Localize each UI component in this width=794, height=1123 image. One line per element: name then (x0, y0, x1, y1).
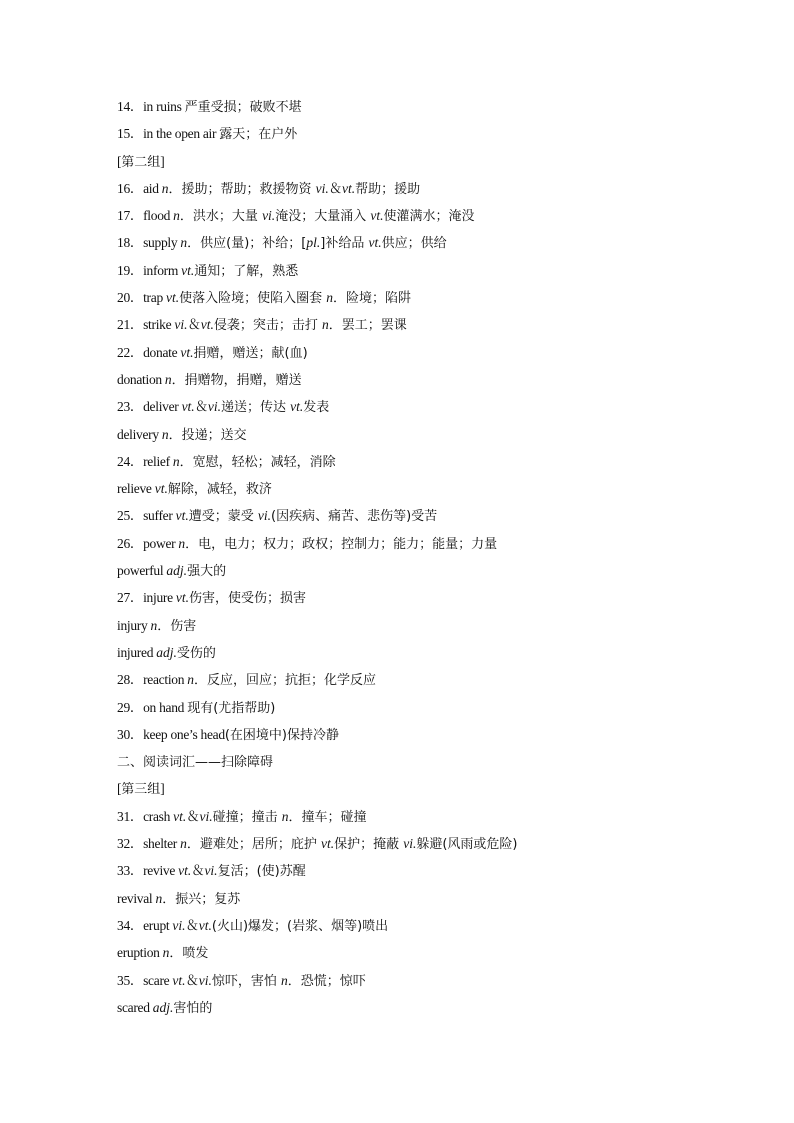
part-of-speech: vi. (257, 508, 272, 524)
vocab-line (117, 857, 757, 884)
part-of-speech: n (164, 371, 172, 387)
term-text: scared (117, 999, 153, 1015)
part-of-speech: vi. (403, 836, 417, 852)
vocab-line (117, 939, 757, 966)
definition-text: ．反应，回应；抗拒；化学反应 (194, 673, 377, 689)
term-text: donation (117, 371, 165, 387)
definition-text: ．险境；陷阱 (332, 291, 411, 307)
vocab-line (117, 584, 757, 611)
definition-text: ．援助；帮助；救援物资 (168, 181, 316, 197)
term-text: ＆ (185, 917, 199, 933)
part-of-speech: n (326, 290, 333, 306)
part-of-speech: vi. (174, 317, 188, 333)
term-text: relieve (117, 481, 155, 497)
definition-text: ．喷发 (169, 946, 209, 962)
part-of-speech: vi. (262, 208, 276, 224)
vocab-line (117, 475, 757, 502)
vocab-line (117, 803, 757, 830)
term-text: ] (160, 781, 165, 797)
definition-text: 淹没；大量涌入 (275, 209, 371, 225)
part-of-speech: vt. (181, 399, 195, 415)
term-text: [ (117, 153, 122, 169)
vocab-line (117, 666, 757, 693)
vocab-line (117, 366, 757, 393)
part-of-speech: vt. (154, 481, 168, 497)
term-text: 29．on hand (117, 699, 188, 715)
term-text: ＆ (187, 317, 201, 333)
part-of-speech: n (180, 235, 188, 251)
part-of-speech: n (281, 972, 288, 988)
part-of-speech: vt. (165, 290, 180, 306)
term-text: ＆ (186, 808, 200, 824)
term-text: 32．shelter (117, 836, 181, 852)
part-of-speech: vt. (172, 972, 186, 988)
part-of-speech: vt. (200, 317, 214, 333)
part-of-speech: vi. (172, 917, 186, 933)
vocab-line (117, 393, 757, 420)
vocab-line (117, 202, 757, 229)
definition-text: (在困境中)保持冷静 (224, 727, 339, 743)
definition-text: 第二组 (121, 154, 161, 170)
part-of-speech: vi. (207, 399, 222, 415)
term-text: 24．relief (117, 453, 173, 469)
definition-text: ．恐慌；惊吓 (287, 973, 366, 989)
definition-text: ．伤害 (157, 618, 197, 634)
term-text: revival (117, 890, 156, 906)
vocab-line (117, 421, 757, 448)
vocab-line (117, 994, 757, 1021)
term-text: 20．trap (117, 290, 166, 306)
definition-text: 解除，减轻，救济 (167, 482, 272, 498)
vocab-line (117, 311, 757, 338)
definition-text: 捐赠，赠送；献(血) (193, 345, 308, 361)
definition-text: ．罢工；罢课 (328, 318, 407, 334)
part-of-speech: vi. (199, 808, 213, 824)
definition-text: 遭受；蒙受 (188, 509, 258, 525)
part-of-speech: vt. (175, 508, 189, 524)
part-of-speech: n (162, 945, 170, 961)
part-of-speech: n (161, 426, 169, 442)
vocab-line (117, 448, 757, 475)
term-text: [ (117, 781, 122, 797)
term-text: 23．deliver (117, 399, 182, 415)
term-text: 21．strike (117, 317, 175, 333)
vocab-line (117, 339, 757, 366)
definition-text: 侵袭；突击；击打 (213, 318, 322, 334)
definition-text: 通知；了解，熟悉 (194, 263, 299, 279)
term-text: 17．flood (117, 208, 174, 224)
vocab-line (117, 557, 757, 584)
term-text: ＆ (185, 972, 199, 988)
term-text: 19．inform (117, 262, 182, 278)
vocab-line (117, 775, 757, 802)
vocab-line (117, 694, 757, 721)
term-text: eruption (117, 945, 163, 961)
definition-text: 伤害，使受伤；损害 (189, 591, 307, 607)
vocab-line (117, 885, 757, 912)
vocab-line (117, 148, 757, 175)
part-of-speech: vt. (181, 262, 195, 278)
definition-text: 受伤的 (176, 645, 216, 661)
term-text: 28．reaction (117, 672, 188, 688)
part-of-speech: adj. (152, 999, 174, 1015)
definition-text: 第三组 (121, 782, 161, 798)
definition-text: ．电，电力；权力；政权；控制力；能力；能量；力量 (185, 536, 498, 552)
term-text: ＆ (191, 863, 205, 879)
vocab-line (117, 912, 757, 939)
vocab-line (117, 721, 757, 748)
part-of-speech: vi. (198, 972, 212, 988)
term-text: ＆ (328, 180, 342, 196)
definition-text: (火山)爆发；(岩浆、烟等)喷出 (211, 918, 389, 934)
part-of-speech: pl. (306, 235, 321, 251)
part-of-speech: adj. (156, 644, 177, 660)
part-of-speech: vt. (320, 836, 335, 852)
part-of-speech: n (161, 180, 169, 196)
vocab-line (117, 530, 757, 557)
part-of-speech: vt. (180, 344, 194, 360)
part-of-speech: vt. (175, 590, 189, 606)
term-text: 14．in ruins (117, 99, 185, 114)
definition-text: 保护；掩蔽 (334, 837, 404, 853)
part-of-speech: vt. (290, 399, 304, 415)
definition-text: 复活；(使)苏醒 (217, 864, 306, 880)
term-text: 27．injure (117, 590, 176, 606)
vocab-line (117, 748, 757, 775)
definition-text: 帮助；援助 (355, 181, 421, 197)
definition-text: ．振兴；复苏 (162, 891, 241, 907)
part-of-speech: n (155, 890, 163, 906)
part-of-speech: n (150, 617, 158, 633)
definition-text: 使落入险境；使陷入圈套 (179, 291, 327, 307)
part-of-speech: vt. (178, 863, 192, 879)
term-text: powerful (117, 563, 167, 579)
part-of-speech: n (180, 836, 187, 852)
part-of-speech: adj. (166, 563, 188, 579)
definition-text: 二、阅读词汇——扫除障碍 (117, 755, 274, 771)
term-text: injury (117, 617, 151, 633)
term-text: 34．erupt (117, 917, 173, 933)
term-text: 18．supply (117, 235, 181, 251)
definition-text: 露天；在户外 (219, 127, 298, 143)
term-text: 33．revive (117, 863, 179, 879)
term-text: ] (160, 153, 165, 169)
part-of-speech: n (178, 535, 186, 551)
definition-text: 使灌满水；淹没 (383, 209, 475, 225)
part-of-speech: vt. (342, 180, 356, 196)
vocab-line (117, 284, 757, 311)
vocab-line (117, 830, 757, 857)
definition-text: 发表 (303, 400, 330, 416)
part-of-speech: vt. (368, 235, 382, 251)
term-text: 31．crash (117, 808, 174, 824)
term-text: delivery (117, 426, 162, 442)
vocab-line (117, 502, 757, 529)
definition-text: ．捐赠物，捐赠，赠送 (171, 372, 302, 388)
definition-text: 递送；传达 (221, 400, 291, 416)
definition-text: 躲避(风雨或危险) (416, 837, 518, 853)
definition-text: 碰撞；撞击 (212, 809, 282, 825)
definition-text: ．投递；送交 (168, 427, 247, 443)
vocab-line (117, 175, 757, 202)
vocab-line (117, 93, 757, 120)
part-of-speech: vt. (173, 808, 187, 824)
term-text: 26．power (117, 535, 179, 551)
definition-text: 供应；供给 (381, 236, 447, 252)
term-text: ＆ (194, 399, 208, 415)
part-of-speech: n (321, 317, 329, 333)
definition-text: ]补给品 (320, 236, 369, 252)
definition-text: ．供应(量)；补给；[ (187, 236, 307, 252)
vocab-line (117, 120, 757, 147)
vocab-line (117, 639, 757, 666)
vocab-line (117, 229, 757, 256)
part-of-speech: vi. (315, 180, 329, 196)
vocab-line (117, 257, 757, 284)
term-text: 16．aid (117, 180, 162, 196)
definition-text: ．宽慰，轻松；减轻，消除 (179, 454, 336, 470)
part-of-speech: n (173, 208, 180, 224)
vocabulary-list (117, 93, 757, 1021)
definition-text: 强大的 (187, 564, 227, 580)
part-of-speech: n (187, 672, 194, 688)
part-of-speech: n (281, 808, 289, 824)
vocab-line (117, 967, 757, 994)
definition-text: ．洪水；大量 (179, 209, 263, 225)
term-text: 25．suffer (117, 508, 176, 524)
part-of-speech: vt. (198, 917, 212, 933)
definition-text: ．撞车；碰撞 (288, 809, 367, 825)
term-text: 22．donate (117, 344, 181, 360)
definition-text: ．避难处；居所；庇护 (186, 837, 321, 853)
definition-text: 严重受损；破败不堪 (184, 100, 302, 115)
definition-text: 现有(尤指帮助) (187, 700, 276, 716)
term-text: 30．keep one’s head (117, 726, 225, 742)
part-of-speech: n (172, 453, 180, 469)
definition-text: (因疾病、痛苦、悲伤等)受苦 (271, 509, 438, 525)
definition-text: 害怕的 (173, 1000, 213, 1016)
part-of-speech: vt. (370, 208, 384, 224)
vocab-line (117, 612, 757, 639)
part-of-speech: vi. (204, 863, 218, 879)
term-text: 15．in the open air (117, 126, 220, 142)
definition-text: 惊吓，害怕 (211, 973, 281, 989)
term-text: 35．scare (117, 972, 173, 988)
term-text: injured (117, 644, 157, 660)
